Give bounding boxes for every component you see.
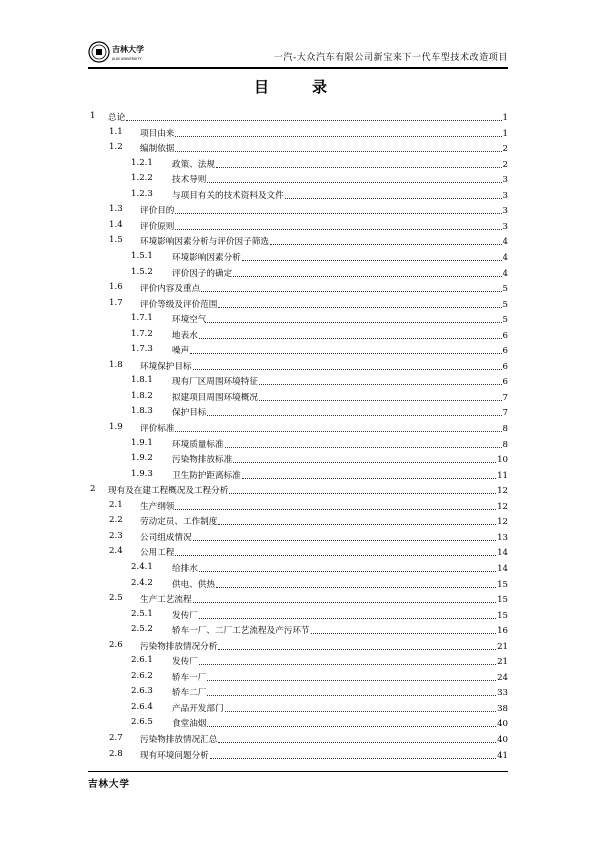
- toc-dot-leader: [193, 601, 496, 603]
- toc-entry-title: 生产纲领: [140, 501, 175, 512]
- toc-entry[interactable]: [0, 560, 595, 576]
- toc-entry[interactable]: [0, 653, 595, 669]
- toc-entry[interactable]: [0, 296, 595, 312]
- toc-entry-number: 1.3: [109, 204, 123, 215]
- toc-entry-page: 11: [497, 470, 508, 481]
- toc-entry-title: 环境保护目标: [140, 361, 192, 372]
- toc-entry-page: 14: [497, 548, 508, 559]
- toc-entry[interactable]: [0, 280, 595, 296]
- toc-entry-title: 现有及在建工程概况及工程分析: [108, 486, 229, 497]
- toc-entry-number: 2.4.1: [131, 561, 153, 572]
- toc-dot-leader: [175, 508, 496, 510]
- toc-dot-leader: [207, 321, 501, 323]
- toc-entry-page: 6: [502, 377, 508, 388]
- toc-entry-page: 38: [497, 703, 508, 714]
- toc-entry-number: 2.4.2: [131, 577, 153, 588]
- toc-entry-title: 轿车一厂: [172, 672, 207, 683]
- toc-entry[interactable]: [0, 342, 595, 358]
- toc-dot-leader: [207, 679, 496, 681]
- toc-dot-leader: [218, 306, 501, 308]
- toc-entry-number: 1.2.1: [131, 157, 153, 168]
- toc-entry-page: 12: [497, 501, 508, 512]
- toc-dot-leader: [218, 741, 496, 743]
- toc-entry[interactable]: [0, 529, 595, 545]
- toc-entry-number: 1.2.2: [131, 173, 153, 184]
- toc-entry-number: 1.2.3: [131, 188, 153, 199]
- toc-entry[interactable]: [0, 700, 595, 716]
- toc-entry[interactable]: [0, 218, 595, 234]
- toc-entry-page: 15: [497, 579, 508, 590]
- toc-entry-title: 项目由来: [140, 128, 175, 139]
- toc-entry-page: 1: [502, 113, 508, 123]
- toc-entry-number: 2.5: [109, 593, 123, 604]
- toc-entry-number: 1.8.1: [131, 375, 153, 386]
- toc-entry-number: 1.8: [109, 359, 123, 370]
- toc-dot-leader: [199, 337, 502, 339]
- toc-entry-title: 总论: [108, 113, 126, 123]
- toc-dot-leader: [210, 757, 496, 759]
- toc-entry-page: 24: [497, 672, 508, 683]
- toc-entry-title: 生产工艺流程: [140, 595, 192, 606]
- toc-dot-leader: [207, 181, 501, 183]
- toc-entry[interactable]: [0, 513, 595, 529]
- toc-entry-page: 5: [502, 299, 508, 310]
- toc-entry-title: 公司组成情况: [140, 532, 192, 543]
- toc-dot-leader: [175, 135, 501, 137]
- toc-entry-title: 产品开发部门: [172, 703, 224, 714]
- toc-entry[interactable]: [0, 544, 595, 560]
- toc-entry-page: 10: [497, 455, 508, 466]
- toc-entry-title: 评价等级及评价范围: [140, 299, 218, 310]
- toc-entry-title: 发传厂: [172, 610, 198, 621]
- toc-entry[interactable]: [0, 109, 595, 125]
- toc-entry-page: 4: [502, 252, 508, 263]
- toc-entry-page: 21: [497, 641, 508, 652]
- toc-entry-title: 保护目标: [172, 408, 207, 419]
- toc-entry[interactable]: [0, 404, 595, 420]
- toc-entry-number: 1.8.3: [131, 406, 153, 417]
- toc-entry-number: 2.3: [109, 530, 123, 541]
- toc-dot-leader: [259, 399, 502, 401]
- toc-entry[interactable]: [0, 249, 595, 265]
- toc-entry[interactable]: [0, 156, 595, 172]
- toc-entry-number: 1.8.2: [131, 390, 153, 401]
- toc-entry-number: 2.6: [109, 639, 123, 650]
- toc-entry-number: 1.1: [109, 126, 123, 137]
- toc-entry-title: 公用工程: [140, 548, 175, 559]
- university-seal-icon: [88, 40, 150, 64]
- toc-entry[interactable]: [0, 233, 595, 249]
- toc-entry-title: 与项目有关的技术资料及文件: [172, 190, 284, 201]
- toc-entry-number: 2.4: [109, 546, 123, 557]
- toc-dot-leader: [233, 275, 501, 277]
- toc-entry-number: 1.9: [109, 422, 123, 432]
- toc-entry-number: 1.4: [109, 219, 123, 230]
- toc-entry-number: 1.9.2: [131, 453, 153, 464]
- toc-entry-page: 41: [497, 750, 508, 761]
- toc-entry-number: 2.5.1: [131, 608, 153, 619]
- toc-entry-number: 1.5.1: [131, 250, 153, 261]
- toc-entry-page: 3: [502, 221, 508, 232]
- toc-entry-title: 评价目的: [140, 206, 175, 217]
- toc-entry-page: 13: [497, 532, 508, 543]
- toc-entry-page: 5: [502, 284, 508, 295]
- toc-entry-number: 2.6.4: [131, 701, 153, 712]
- toc-entry[interactable]: [0, 638, 595, 654]
- toc-entry-title: 环境影响因素分析: [172, 252, 241, 263]
- toc-entry-number: 1.7.2: [131, 328, 153, 339]
- toc-entry-page: 8: [502, 439, 508, 450]
- toc-entry-page: 15: [497, 595, 508, 606]
- toc-dot-leader: [175, 150, 501, 152]
- toc-dot-leader: [218, 523, 496, 525]
- toc-entry[interactable]: [0, 591, 595, 607]
- toc-dot-leader: [225, 710, 496, 712]
- toc-entry-page: 8: [502, 424, 508, 434]
- toc-entry-page: 7: [502, 392, 508, 403]
- toc-entry-title: 污染物排放标准: [172, 455, 233, 466]
- toc-entry-page: 3: [502, 175, 508, 186]
- toc-entry-number: 1.6: [109, 282, 123, 293]
- toc-entry-title: 技术导则: [172, 175, 207, 186]
- toc-entry[interactable]: [0, 358, 595, 374]
- toc-entry-page: 3: [502, 206, 508, 217]
- toc-entry-title: 评价原则: [140, 221, 175, 232]
- toc-entry-number: 1.9.3: [131, 468, 153, 479]
- toc-dot-leader: [207, 414, 501, 416]
- toc-entry[interactable]: [0, 715, 595, 731]
- toc-entry[interactable]: [0, 202, 595, 218]
- toc-entry-number: 1.5: [109, 235, 123, 246]
- toc-entry-page: 6: [502, 361, 508, 372]
- toc-dot-leader: [190, 352, 501, 354]
- toc-entry-page: 2: [502, 144, 508, 155]
- toc-entry-number: 2.2: [109, 515, 123, 526]
- toc-entry-number: 2.7: [109, 733, 123, 743]
- toc-entry-title: 污染物排放情况汇总: [140, 735, 218, 745]
- toc-entry-number: 2.5.2: [131, 624, 153, 635]
- toc-entry-page: 7: [502, 408, 508, 419]
- footer-rule: [88, 771, 508, 772]
- toc-entry[interactable]: [0, 265, 595, 281]
- toc-entry[interactable]: [0, 576, 595, 592]
- toc-entry[interactable]: [0, 140, 595, 156]
- toc-entry[interactable]: [0, 607, 595, 623]
- toc-entry-page: 40: [497, 719, 508, 730]
- toc-dot-leader: [175, 212, 501, 214]
- toc-entry-title: 环境质量标准: [172, 439, 224, 450]
- toc-entry-page: 12: [497, 486, 508, 497]
- toc-entry[interactable]: [0, 373, 595, 389]
- toc-entry-page: 4: [502, 268, 508, 279]
- toc-dot-leader: [242, 259, 502, 261]
- toc-dot-leader: [126, 119, 501, 121]
- toc-entry[interactable]: [0, 436, 595, 452]
- toc-entry-page: 16: [497, 626, 508, 637]
- toc-entry-number: 1.5.2: [131, 266, 153, 277]
- toc-dot-leader: [175, 228, 501, 230]
- toc-entry-title: 编制依据: [140, 144, 175, 155]
- toc-entry[interactable]: [0, 747, 595, 763]
- toc-entry-title: 拟建项目周围环境概况: [172, 392, 258, 403]
- page-header: [88, 38, 508, 66]
- toc-entry[interactable]: [0, 684, 595, 700]
- toc-entry-title: 给排水: [172, 563, 198, 574]
- toc-entry-page: 4: [502, 237, 508, 248]
- toc-entry-page: 12: [497, 517, 508, 528]
- toc-entry-number: 2.8: [109, 748, 123, 759]
- toc-entry[interactable]: [0, 311, 595, 327]
- toc-dot-leader: [207, 725, 496, 727]
- toc-entry[interactable]: [0, 622, 595, 638]
- toc-entry-title: 环境影响因素分析与评价因子筛选: [140, 237, 269, 248]
- header-title: 一汽-大众汽车有限公司新宝来下一代车型技术改造项目: [273, 53, 508, 63]
- toc-entry-number: 1.7.3: [131, 344, 153, 355]
- toc-entry[interactable]: [0, 451, 595, 467]
- footer-text: 吉林大学: [88, 779, 131, 790]
- svg-text:吉林大学: 吉林大学: [112, 44, 144, 54]
- toc-entry-title: 环境空气: [172, 315, 207, 326]
- toc-entry-number: 1.7.1: [131, 313, 153, 324]
- toc-entry-title: 供电、供热: [172, 579, 215, 590]
- toc-entry-page: 5: [502, 315, 508, 326]
- toc-entry[interactable]: [0, 467, 595, 483]
- toc-entry-title: 评价标准: [140, 424, 175, 434]
- toc-entry-number: 2.6.1: [131, 655, 153, 666]
- toc-dot-leader: [233, 461, 496, 463]
- toc-dot-leader: [175, 554, 496, 556]
- toc-entry-title: 噪声: [172, 346, 190, 357]
- toc-entry-title: 政策、法规: [172, 159, 215, 170]
- toc-dot-leader: [218, 648, 496, 650]
- toc-dot-leader: [193, 368, 502, 370]
- toc-entry-title: 地表水: [172, 330, 198, 341]
- toc-dot-leader: [216, 586, 496, 588]
- toc-entry-title: 现有厂区周围环境特征: [172, 377, 258, 388]
- toc-entry-title: 食堂油烟: [172, 719, 207, 730]
- toc-entry[interactable]: [0, 482, 595, 498]
- toc-entry[interactable]: [0, 171, 595, 187]
- toc-entry-page: 21: [497, 657, 508, 668]
- toc-entry[interactable]: [0, 420, 595, 436]
- toc-entry-number: 2: [90, 484, 96, 495]
- toc-entry-number: 1.9.1: [131, 437, 153, 448]
- toc-entry[interactable]: [0, 187, 595, 203]
- toc-entry[interactable]: [0, 731, 595, 747]
- toc-entry-page: 40: [497, 735, 508, 745]
- toc-entry-page: 14: [497, 563, 508, 574]
- toc-entry-number: 2.6.5: [131, 717, 153, 728]
- toc-entry-page: 15: [497, 610, 508, 621]
- toc-dot-leader: [225, 446, 502, 448]
- toc-entry-page: 1: [502, 128, 508, 139]
- toc-entry-title: 现有环境问题分析: [140, 750, 209, 761]
- toc-entry-title: 污染物排放情况分析: [140, 641, 218, 652]
- toc-entry-number: 1: [90, 111, 96, 121]
- toc-entry-title: 轿车二厂: [172, 688, 207, 699]
- toc-entry[interactable]: [0, 389, 595, 405]
- toc-entry[interactable]: [0, 669, 595, 685]
- toc-entry-title: 卫生防护距离标准: [172, 470, 241, 481]
- toc-entry-page: 6: [502, 346, 508, 357]
- toc-dot-leader: [285, 197, 502, 199]
- toc-entry-title: 评价内容及重点: [140, 284, 201, 295]
- toc-entry-page: 33: [497, 688, 508, 699]
- header-rule: [88, 67, 508, 69]
- toc-dot-leader: [216, 166, 502, 168]
- svg-text:JILIN UNIVERSITY: JILIN UNIVERSITY: [112, 57, 142, 61]
- toc-dot-leader: [242, 477, 496, 479]
- toc-entry-number: 1.2: [109, 142, 123, 153]
- page-title: 目 录: [253, 78, 341, 96]
- toc-entry[interactable]: [0, 498, 595, 514]
- toc-dot-leader: [193, 539, 496, 541]
- toc-entry-page: 6: [502, 330, 508, 341]
- toc-entry-title: 评价因子的确定: [172, 268, 233, 279]
- toc-entry[interactable]: [0, 125, 595, 141]
- toc-dot-leader: [270, 243, 502, 245]
- university-logo: [88, 40, 150, 64]
- toc-dot-leader: [207, 694, 496, 696]
- toc-dot-leader: [259, 383, 502, 385]
- toc-entry-title: 发传厂: [172, 657, 198, 668]
- toc-entry-number: 2.6.3: [131, 686, 153, 697]
- toc-dot-leader: [199, 617, 496, 619]
- toc-dot-leader: [229, 492, 496, 494]
- toc-dot-leader: [199, 663, 496, 665]
- toc-entry-title: 劳动定员、工作制度: [140, 517, 218, 528]
- toc-dot-leader: [199, 570, 496, 572]
- toc-entry-page: 3: [502, 190, 508, 201]
- toc-dot-leader: [175, 430, 501, 432]
- toc-entry-number: 2.6.2: [131, 670, 153, 681]
- toc-entry-number: 1.7: [109, 297, 123, 308]
- toc-entry[interactable]: [0, 327, 595, 343]
- toc-dot-leader: [311, 632, 497, 634]
- toc-dot-leader: [201, 290, 501, 292]
- toc-entry-page: 2: [502, 159, 508, 170]
- toc-entry-number: 2.1: [109, 499, 123, 510]
- toc-entry-title: 轿车一厂、二厂工艺流程及产污环节: [172, 626, 310, 637]
